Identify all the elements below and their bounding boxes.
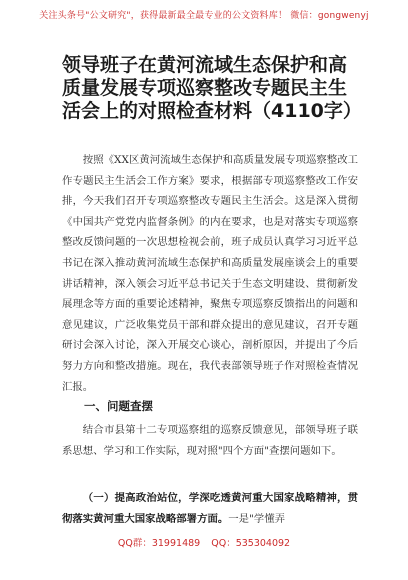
footer-qq: QQ：535304092 xyxy=(211,538,291,549)
body-paragraph: 结合市县第十二专项巡察组的巡察反馈意见，部领导班子联系思想、学习和工作实际，现对照"四个方面"查摆问题如下。 xyxy=(62,424,358,457)
document-title: 领导班子在黄河流域生态保护和高质量发展专项巡察整改专题民主生活会上的对照检查材料（4110字） xyxy=(62,54,362,122)
subsection-heading: （一）提高政治站位，学深吃透黄河重大国家战略精神，贯彻落实黄河重大国家战略部署方面。 xyxy=(62,492,358,525)
subsection-paragraph xyxy=(62,488,358,529)
subsection-text: 一是"学懂弄 xyxy=(228,512,285,525)
section-heading: 一、问题查摆 xyxy=(84,399,153,413)
header-banner: 关注头条号"公文研究"，获得最新最全最专业的公文资料库！ 微信：gongwenyj xyxy=(39,11,369,21)
intro-paragraph: 按照《XX区黄河流域生态保护和高质量发展专项巡察整改工作专题民主生活会工作方案》要求，根据部专项巡察整改工作安排，今天我们召开专项巡察整改专题民主生活会。这是深入贯彻《中国共产党党内监督条例》的内在要求，也是对落实专项巡察整改反馈问题的一次思想检视会前，班子成员认真学习习近平总书记在深入推动黄河流域生态保护和高质量发展座谈会上的重要讲话精神，深入领会习近平总书记关于生态文明建设、贯彻新发展理念等方面的重要论述精神，聚焦专项巡察反馈指出的问题和意见建议，广泛收集党员干部和群众提出的意见建议，召开专题研讨会深入讨论，深入开展交心谈心，剖析原因，并提出了今后努力方向和整改措施。现在，我代表部领导班子作对照检查情况汇报。 xyxy=(62,154,358,393)
footer-qq-group: QQ群：31991489 xyxy=(117,538,201,549)
footer-contact xyxy=(0,535,408,549)
